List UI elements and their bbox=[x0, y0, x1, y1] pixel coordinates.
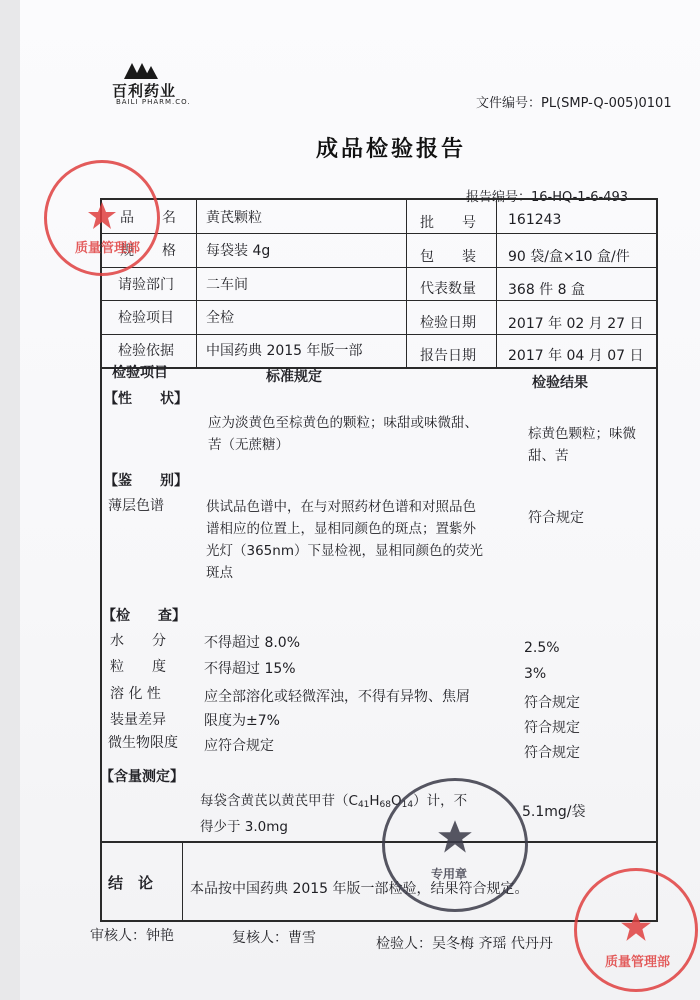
column-standard-header: 标准规定 bbox=[266, 369, 322, 385]
item-label: 检验项目 bbox=[118, 310, 174, 326]
identification-heading: 【鉴 别】 bbox=[104, 473, 188, 489]
batch-label: 批 号 bbox=[420, 215, 476, 231]
check-item-moisture: 水 分 bbox=[110, 633, 166, 649]
check-result-granularity: 3% bbox=[524, 666, 547, 682]
star-icon bbox=[437, 819, 473, 855]
dept-value: 二车间 bbox=[206, 277, 248, 293]
column-item-header: 检验项目 bbox=[112, 365, 168, 381]
identification-result: 符合规定 bbox=[528, 510, 584, 526]
check-item-fill-variation: 装量差异 bbox=[110, 712, 166, 728]
star-icon bbox=[620, 911, 652, 943]
check-item-solubility: 溶 化 性 bbox=[110, 686, 161, 702]
rechecker-signature: 复核人：曹雪 bbox=[232, 930, 316, 946]
basis-label: 检验依据 bbox=[118, 343, 174, 359]
report-number bbox=[466, 186, 628, 205]
report-date-value: 2017 年 04 月 07 日 bbox=[508, 348, 644, 364]
appearance-result: 棕黄色颗粒；味微 甜、苦 bbox=[528, 426, 636, 464]
item-value: 全检 bbox=[206, 310, 234, 326]
check-result-fill-variation: 符合规定 bbox=[524, 720, 580, 736]
column-result-header: 检验结果 bbox=[532, 375, 588, 391]
check-standard-granularity: 不得超过 15% bbox=[204, 661, 296, 677]
check-standard-solubility: 应全部溶化或轻微浑浊，不得有异物、焦屑 bbox=[204, 689, 470, 705]
package-value: 90 袋/盒×10 盒/件 bbox=[508, 249, 630, 265]
sample-value: 368 件 8 盒 bbox=[508, 282, 585, 298]
check-result-solubility: 符合规定 bbox=[524, 695, 580, 711]
batch-value: 161243 bbox=[508, 212, 562, 228]
page-title: 成品检验报告 bbox=[316, 137, 467, 162]
right-red-seal: 质量管理部 bbox=[574, 868, 698, 992]
center-dark-seal: 专用章 bbox=[382, 778, 528, 912]
spec-value: 每袋装 4g bbox=[206, 243, 271, 259]
basis-value: 中国药典 2015 年版一部 bbox=[206, 343, 363, 359]
conclusion-label: 结 论 bbox=[108, 874, 154, 892]
document-number: 文件编号：PL(SMP-Q-005)0101 bbox=[476, 96, 672, 111]
sample-label: 代表数量 bbox=[420, 281, 476, 297]
left-red-seal: 质量管理部 bbox=[44, 160, 160, 276]
check-item-granularity: 粒 度 bbox=[110, 659, 166, 675]
checks-heading: 【检 查】 bbox=[102, 608, 186, 624]
assay-heading: 【含量测定】 bbox=[100, 769, 184, 785]
check-result-moisture: 2.5% bbox=[524, 640, 560, 656]
company-logo-text: 百利药业 bbox=[112, 82, 177, 100]
report-date-label: 报告日期 bbox=[420, 348, 476, 364]
dept-label: 请验部门 bbox=[118, 277, 174, 293]
reviewer-signature: 审核人：钟艳 bbox=[90, 928, 174, 944]
appearance-standard: 应为淡黄色至棕黄色的颗粒；味甜或味微甜、 苦（无蔗糖） bbox=[208, 415, 478, 453]
conclusion-text: 本品按中国药典 2015 年版一部检验，结果符合规定。 bbox=[190, 881, 529, 897]
test-date-label: 检验日期 bbox=[420, 315, 476, 331]
check-item-microbial: 微生物限度 bbox=[108, 735, 178, 751]
package-label: 包 装 bbox=[420, 249, 476, 265]
star-icon bbox=[87, 201, 117, 231]
identification-standard: 供试品色谱中，在与对照药材色谱和对照品色 谱相应的位置上，显相同颜色的斑点；置紫外 光灯（365nm）下显检视，显相同颜色的荧光 斑点 bbox=[206, 499, 483, 581]
spec-label: 规 格 bbox=[120, 243, 176, 259]
assay-standard: 每袋含黄芪以黄芪甲苷$(C_{41}H_{68}O_{14})$计，不 得少于 3.0mg bbox=[200, 793, 468, 835]
check-standard-fill-variation: 限度为±7% bbox=[204, 713, 280, 729]
assay-result: 5.1mg/袋 bbox=[522, 804, 586, 820]
test-date-value: 2017 年 02 月 27 日 bbox=[508, 316, 644, 332]
identification-item: 薄层色谱 bbox=[108, 498, 164, 514]
product-label: 品 名 bbox=[120, 210, 176, 226]
inspector-signature: 检验人：吴冬梅 齐瑶 代丹丹 bbox=[376, 936, 553, 952]
company-logo-english: BAILI PHARM.CO. bbox=[116, 98, 191, 106]
product-value: 黄芪颗粒 bbox=[206, 210, 262, 226]
company-logo-icon bbox=[122, 60, 160, 80]
check-standard-moisture: 不得超过 8.0% bbox=[204, 635, 301, 651]
check-result-microbial: 符合规定 bbox=[524, 745, 580, 761]
appearance-heading: 【性 状】 bbox=[104, 391, 188, 407]
check-standard-microbial: 应符合规定 bbox=[204, 738, 274, 754]
